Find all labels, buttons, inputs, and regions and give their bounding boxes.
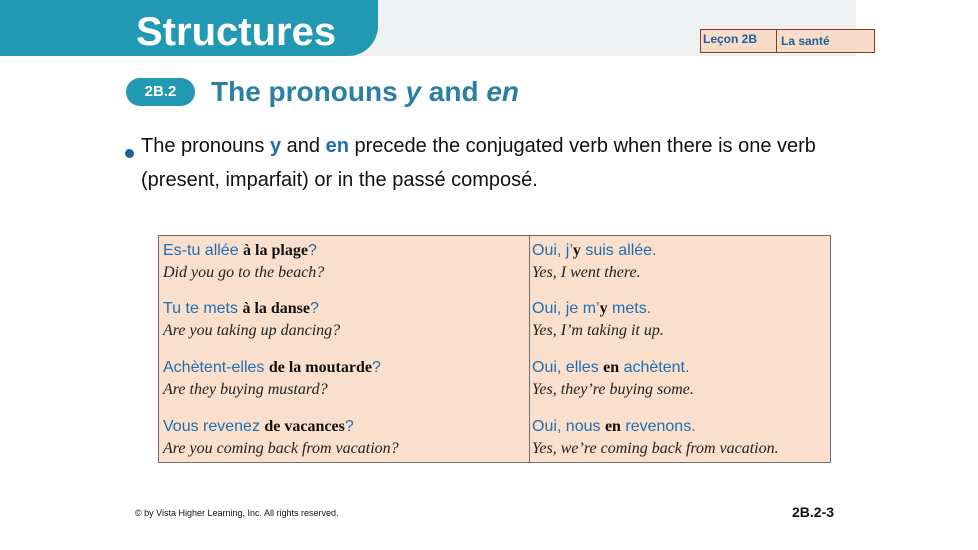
answer-english: Yes, I went there. xyxy=(532,264,641,281)
question-english: Did you go to the beach? xyxy=(163,264,325,281)
lesson-code: Leçon 2B xyxy=(701,30,777,52)
page-number: 2B.2-3 xyxy=(792,504,835,520)
section-badge: 2B.2 xyxy=(126,78,195,106)
answer-french: Oui, elles en achètent. xyxy=(532,359,690,376)
answer-cell xyxy=(532,240,657,284)
question-english: Are you taking up dancing? xyxy=(163,322,341,339)
lesson-box xyxy=(700,29,875,53)
bullet-icon xyxy=(125,149,134,158)
para-text: and xyxy=(281,135,326,157)
answer-cell xyxy=(532,298,664,342)
para-keyword-en: en xyxy=(325,135,349,157)
question-english: Are they buying mustard? xyxy=(163,381,328,398)
question-english: Are you coming back from vacation? xyxy=(163,440,399,457)
section-title-y: y xyxy=(405,76,422,107)
question-cell xyxy=(163,240,324,284)
explanation-paragraph xyxy=(141,129,861,197)
answer-french: Oui, nous en revenons. xyxy=(532,418,696,435)
page-title: Structures xyxy=(136,10,337,54)
section-title-and: and xyxy=(421,76,487,107)
section-title-en: en xyxy=(486,76,520,107)
answer-french: Oui, j’y suis allée. xyxy=(532,242,657,259)
para-keyword-y: y xyxy=(269,135,282,157)
question-french: Achètent-elles de la moutarde? xyxy=(163,359,381,376)
question-french: Tu te mets à la danse? xyxy=(163,300,319,317)
answer-english: Yes, they’re buying some. xyxy=(532,381,694,398)
answer-cell xyxy=(532,416,779,460)
question-cell xyxy=(163,357,381,401)
column-divider xyxy=(529,236,530,462)
answer-french: Oui, je m’y mets. xyxy=(532,300,652,317)
question-french: Es-tu allée à la plage? xyxy=(163,242,317,259)
question-cell xyxy=(163,298,340,342)
para-text: precede the conjugated verb when there is one verb (present, imparfait) or in the passé composé. xyxy=(141,135,816,191)
question-french: Vous revenez de vacances? xyxy=(163,418,354,435)
answer-cell xyxy=(532,357,694,401)
section-title xyxy=(211,74,519,110)
section-title-text: The pronouns xyxy=(211,76,406,107)
copyright-notice: © by Vista Higher Learning, Inc. All rights reserved. xyxy=(135,508,339,518)
para-text: The pronouns xyxy=(141,135,270,157)
answer-english: Yes, we’re coming back from vacation. xyxy=(532,440,779,457)
examples-table xyxy=(158,235,831,463)
lesson-name: La santé xyxy=(781,34,830,48)
question-cell xyxy=(163,416,399,460)
answer-english: Yes, I’m taking it up. xyxy=(532,322,664,339)
